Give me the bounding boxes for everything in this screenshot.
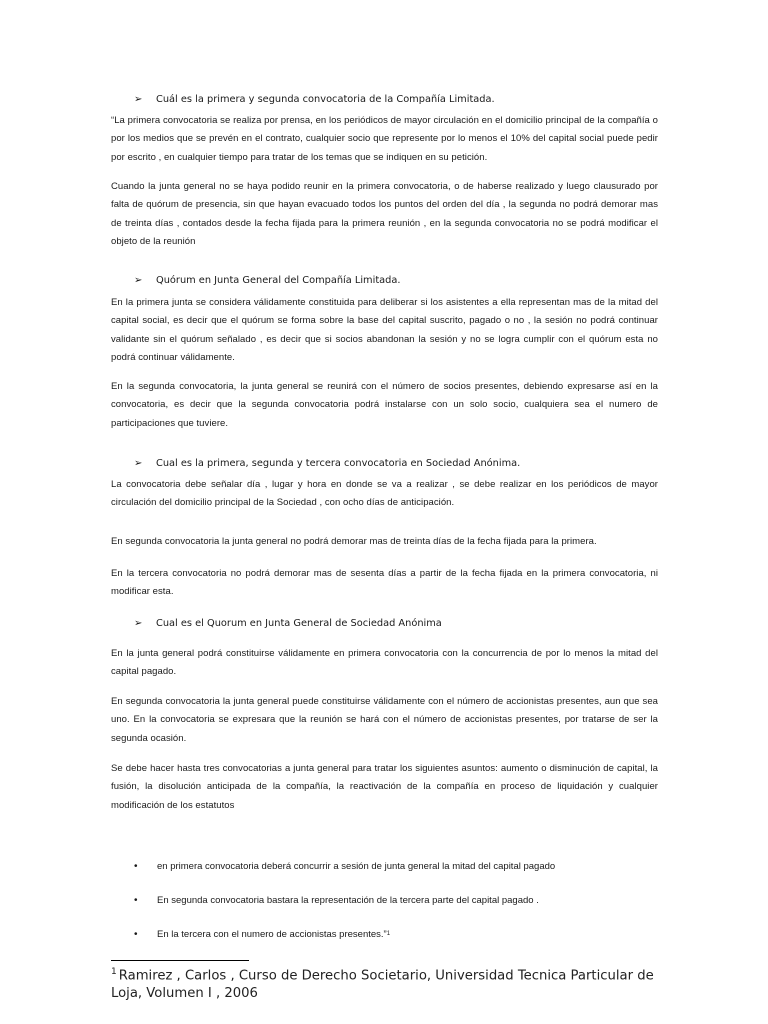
arrow-bullet-icon: ➢	[134, 457, 143, 469]
list-item	[134, 892, 539, 908]
footnote-separator	[111, 960, 249, 961]
paragraph-7: En la tercera convocatoria no podrá demorar mas de sesenta días a partir de la fecha fijada en la primera convocatoria, ni modificar esta.	[111, 568, 658, 598]
list-item-text: En segunda convocatoria bastara la representación de la tercera parte del capital pagado .	[157, 894, 539, 906]
paragraph-5: La convocatoria debe señalar día , lugar y hora en donde se va a realizar , se debe realizar en los periódicos de mayor circulación del domicilio principal de la Sociedad , con ocho días de anticipación.	[111, 479, 658, 509]
paragraph-10: Se debe hacer hasta tres convocatorias a junta general para tratar los siguientes asuntos: aumento o disminución de capital, la fusión, la disolución anticipada de la compañía, la reactivación de la compañía en proceso de liquidación y cualquier modificación de los estatutos	[111, 763, 658, 811]
bullet-icon: •	[134, 894, 138, 906]
paragraph-1: “La primera convocatoria se realiza por prensa, en los periódicos de mayor circulación en el domicilio principal de la compañía o por los medios que se prevén en el contrato, cualquier socio que represente por lo menos el 10% del capital social puede pedir por escrito , en cualquier tiempo para tratar de los temas que se indiquen en su petición.	[111, 115, 658, 163]
paragraph-2: Cuando la junta general no se haya podido reunir en la primera convocatoria, o de haberse realizado y luego clausurado por falta de quórum de presencia, sin que hayan evacuado todos los puntos del orden del día , la segunda no podrá demorar mas de treinta días , contados desde la fecha fijada para la primera reunión , en la segunda convocatoria no se podrá modificar el objeto de la reunión	[111, 181, 658, 248]
section-heading-4	[134, 615, 442, 631]
list-item-text: En la tercera con el numero de accionistas presentes.”	[157, 928, 387, 940]
list-item	[134, 858, 555, 874]
paragraph-9: En segunda convocatoria la junta general puede constituirse válidamente con el número de accionistas presentes, aun que sea uno. En la convocatoria se expresara que la reunión se hará con el número de accionistas presentes, por tratarse de ser la segunda ocasión.	[111, 696, 658, 744]
footnote-text: Ramirez , Carlos , Curso de Derecho Societario, Universidad Tecnica Particular de Loja, Volumen I , 2006	[111, 968, 654, 1002]
footnote	[111, 963, 671, 1003]
paragraph-8: En la junta general podrá constituirse válidamente en primera convocatoria con la concurrencia de por lo menos la mitad del capital pagado.	[111, 648, 658, 678]
section-heading-3	[134, 455, 520, 471]
heading-text: Cual es el Quorum en Junta General de Sociedad Anónima	[156, 617, 442, 629]
bullet-icon: •	[134, 860, 138, 872]
arrow-bullet-icon: ➢	[134, 617, 143, 629]
paragraph-4: En la segunda convocatoria, la junta general se reunirá con el número de socios presentes, debiendo expresarse así en la convocatoria, es decir que la segunda convocatoria podrá instalarse con un solo socio, cualquiera sea el numero de participaciones que tuviere.	[111, 381, 658, 429]
arrow-bullet-icon: ➢	[134, 274, 143, 286]
section-heading-2	[134, 272, 401, 288]
list-item-text: en primera convocatoria deberá concurrir a sesión de junta general la mitad del capital pagado	[157, 860, 556, 872]
footnote-reference[interactable]: 1	[386, 931, 391, 937]
arrow-bullet-icon: ➢	[134, 93, 143, 105]
footnote-number: 1	[111, 967, 117, 977]
list-item	[134, 926, 390, 942]
heading-text: Cual es la primera, segunda y tercera convocatoria en Sociedad Anónima.	[156, 457, 521, 469]
paragraph-6: En segunda convocatoria la junta general no podrá demorar mas de treinta días de la fecha fijada para la primera.	[111, 536, 597, 547]
heading-text: Quórum en Junta General del Compañía Limitada.	[156, 274, 401, 286]
bullet-icon: •	[134, 928, 138, 940]
paragraph-3: En la primera junta se considera válidamente constituida para deliberar si los asistentes a ella representan mas de la mitad del capital social, es decir que el quórum se forma sobre la base del capital suscrito, pagado o no , la sesión no podrá continuar validante sin el quórum señalado , es decir que si socios abandonan la sesión y no se logra cumplir con el quórum esta no podrá continuar válidamente.	[111, 297, 658, 364]
heading-text: Cuál es la primera y segunda convocatoria de la Compañía Limitada.	[156, 93, 495, 105]
section-heading-1	[134, 91, 495, 107]
